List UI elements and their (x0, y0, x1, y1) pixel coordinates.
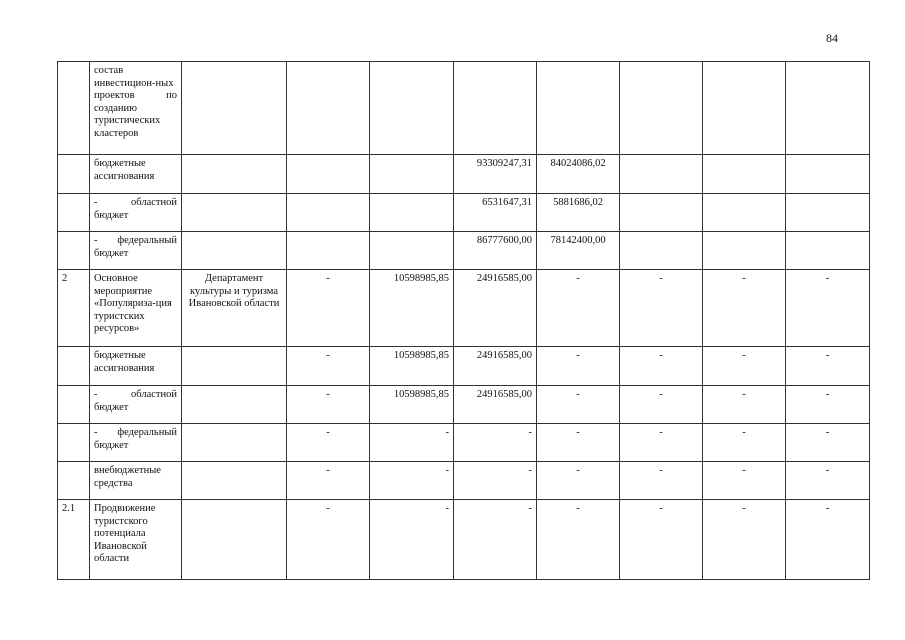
value-cell-3: 86777600,00 (454, 232, 537, 270)
value-cell-1 (287, 62, 370, 155)
value-cell-5 (620, 194, 703, 232)
value-cell-6: - (703, 270, 786, 347)
row-number-cell (58, 386, 90, 424)
value-cell-6: - (703, 386, 786, 424)
row-number-cell (58, 424, 90, 462)
row-department-cell (182, 424, 287, 462)
value-cell-6: - (703, 500, 786, 580)
value-cell-7 (786, 155, 870, 194)
row-department-cell (182, 462, 287, 500)
row-label-cell: Продвижение туристского потенциала Ивановской области (90, 500, 182, 580)
value-cell-1 (287, 232, 370, 270)
value-cell-5: - (620, 270, 703, 347)
value-cell-6: - (703, 347, 786, 386)
row-label-cell: бюджетные ассигнования (90, 347, 182, 386)
value-cell-1: - (287, 347, 370, 386)
table-row (58, 62, 870, 155)
value-cell-4 (537, 62, 620, 155)
value-cell-4: - (537, 462, 620, 500)
value-cell-5: - (620, 500, 703, 580)
row-number-cell (58, 462, 90, 500)
table-row (58, 462, 870, 500)
value-cell-4: 84024086,02 (537, 155, 620, 194)
value-cell-2: 10598985,85 (370, 386, 454, 424)
table-row (58, 424, 870, 462)
row-number-cell (58, 155, 90, 194)
value-cell-4: - (537, 500, 620, 580)
table-row (58, 194, 870, 232)
value-cell-1 (287, 155, 370, 194)
row-number-cell: 2.1 (58, 500, 90, 580)
value-cell-4: - (537, 270, 620, 347)
value-cell-2: 10598985,85 (370, 347, 454, 386)
value-cell-7 (786, 232, 870, 270)
row-label-cell: состав инвестицион-ных проектов по созданию туристических кластеров (90, 62, 182, 155)
value-cell-3: 6531647,31 (454, 194, 537, 232)
value-cell-3: - (454, 424, 537, 462)
value-cell-5: - (620, 386, 703, 424)
table-row (58, 232, 870, 270)
value-cell-4: - (537, 424, 620, 462)
value-cell-5: - (620, 347, 703, 386)
value-cell-3: - (454, 462, 537, 500)
row-label-cell: - областной бюджет (90, 386, 182, 424)
table-body (58, 62, 870, 580)
value-cell-1: - (287, 462, 370, 500)
row-department-cell (182, 155, 287, 194)
value-cell-3: 24916585,00 (454, 270, 537, 347)
row-number-cell (58, 194, 90, 232)
value-cell-5: - (620, 424, 703, 462)
row-number-cell (58, 62, 90, 155)
row-label-cell: - федеральный бюджет (90, 424, 182, 462)
value-cell-7: - (786, 462, 870, 500)
row-department-cell (182, 347, 287, 386)
row-department-cell (182, 194, 287, 232)
value-cell-6 (703, 194, 786, 232)
row-number-cell: 2 (58, 270, 90, 347)
table-row (58, 155, 870, 194)
value-cell-6 (703, 232, 786, 270)
page-number: 84 (826, 31, 838, 45)
value-cell-5: - (620, 462, 703, 500)
value-cell-3: 93309247,31 (454, 155, 537, 194)
value-cell-7 (786, 62, 870, 155)
row-label-cell: - областной бюджет (90, 194, 182, 232)
value-cell-5 (620, 62, 703, 155)
value-cell-7: - (786, 347, 870, 386)
value-cell-7: - (786, 386, 870, 424)
row-department-cell (182, 232, 287, 270)
value-cell-4: 78142400,00 (537, 232, 620, 270)
budget-table (57, 61, 870, 580)
row-department-cell (182, 62, 287, 155)
value-cell-5 (620, 232, 703, 270)
value-cell-6 (703, 62, 786, 155)
value-cell-4: - (537, 347, 620, 386)
value-cell-6: - (703, 424, 786, 462)
value-cell-3: 24916585,00 (454, 386, 537, 424)
value-cell-3 (454, 62, 537, 155)
row-department-cell (182, 500, 287, 580)
value-cell-7: - (786, 424, 870, 462)
row-label-cell: - федеральный бюджет (90, 232, 182, 270)
table-row (58, 270, 870, 347)
row-number-cell (58, 232, 90, 270)
value-cell-1: - (287, 500, 370, 580)
value-cell-4: 5881686,02 (537, 194, 620, 232)
table-row (58, 386, 870, 424)
value-cell-7: - (786, 500, 870, 580)
value-cell-5 (620, 155, 703, 194)
value-cell-6: - (703, 462, 786, 500)
value-cell-3: - (454, 500, 537, 580)
value-cell-2: 10598985,85 (370, 270, 454, 347)
value-cell-1: - (287, 386, 370, 424)
value-cell-2 (370, 155, 454, 194)
row-department-cell (182, 386, 287, 424)
value-cell-3: 24916585,00 (454, 347, 537, 386)
value-cell-6 (703, 155, 786, 194)
value-cell-1: - (287, 270, 370, 347)
value-cell-2 (370, 62, 454, 155)
row-label-cell: бюджетные ассигнования (90, 155, 182, 194)
row-label-cell: Основное мероприятие «Популяриза-ция туристских ресурсов» (90, 270, 182, 347)
value-cell-1 (287, 194, 370, 232)
value-cell-2: - (370, 462, 454, 500)
value-cell-1: - (287, 424, 370, 462)
row-department-cell: Департамент культуры и туризма Ивановской области (182, 270, 287, 347)
value-cell-2 (370, 194, 454, 232)
value-cell-2: - (370, 424, 454, 462)
value-cell-7 (786, 194, 870, 232)
row-number-cell (58, 347, 90, 386)
value-cell-2: - (370, 500, 454, 580)
value-cell-4: - (537, 386, 620, 424)
value-cell-2 (370, 232, 454, 270)
table-row (58, 347, 870, 386)
table-row (58, 500, 870, 580)
value-cell-7: - (786, 270, 870, 347)
row-label-cell: внебюджетные средства (90, 462, 182, 500)
